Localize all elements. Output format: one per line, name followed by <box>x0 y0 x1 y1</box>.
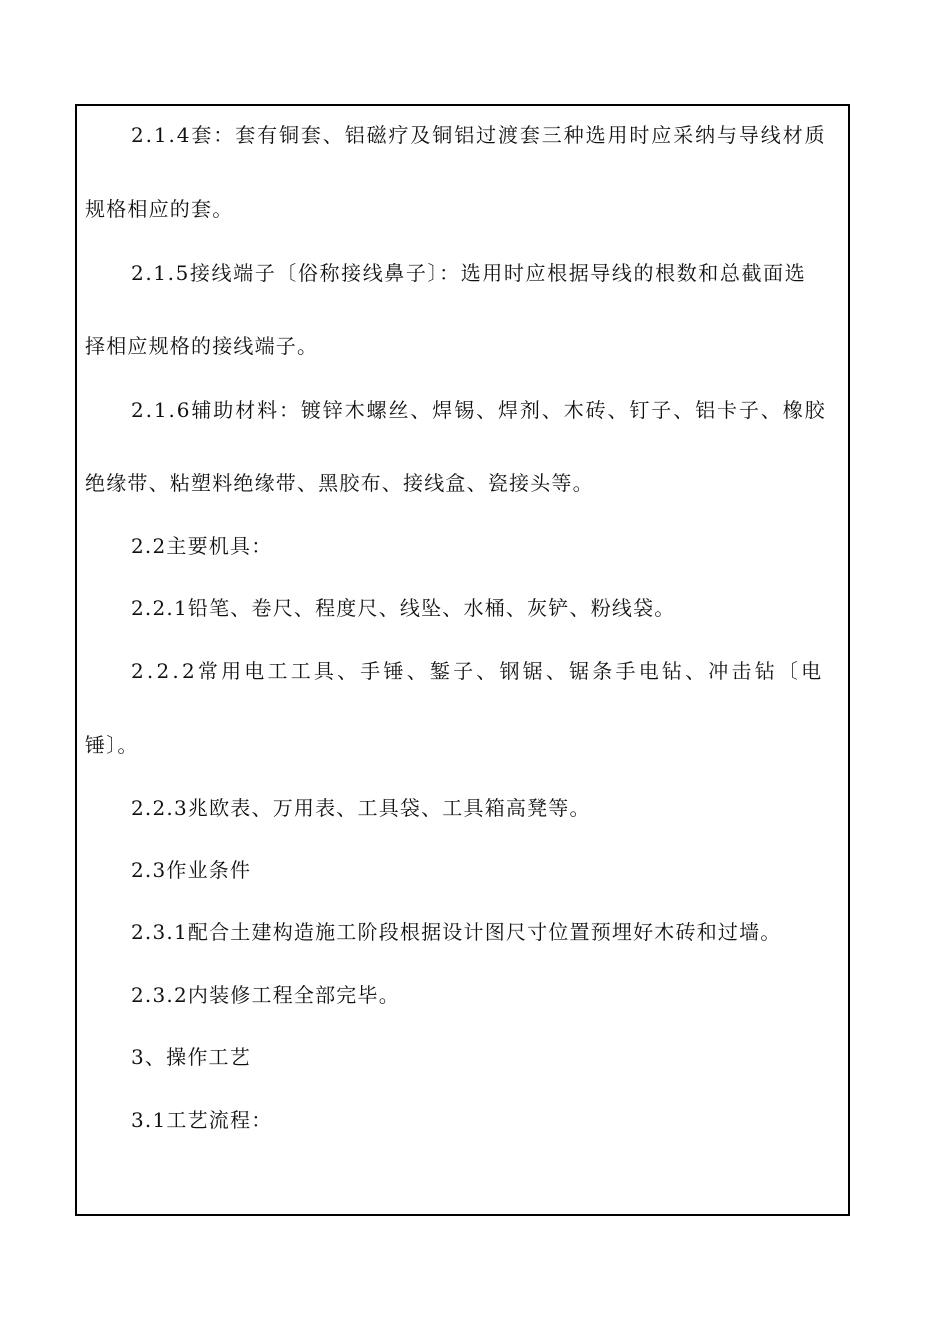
paragraph-line-11: 2.2.3兆欧表、万用表、工具袋、工具箱高凳等。 <box>131 796 591 820</box>
section-heading-2-2: 2.2主要机具： <box>131 534 273 558</box>
paragraph-line-5: 2.1.6辅助材料：镀锌木螺丝、焊锡、焊剂、木砖、钉子、铝卡子、橡胶 <box>131 398 827 422</box>
paragraph-line-1: 2.1.4套：套有铜套、铝磁疗及铜铝过渡套三种选用时应采纳与导线材质 <box>131 123 827 147</box>
paragraph-line-2: 规格相应的套。 <box>85 197 234 221</box>
paragraph-line-13: 2.3.1配合土建构造施工阶段根据设计图尺寸位置预埋好木砖和过墙。 <box>131 920 782 944</box>
paragraph-line-14: 2.3.2内装修工程全部完毕。 <box>131 983 400 1007</box>
paragraph-line-6: 绝缘带、粘塑料绝缘带、黑胶布、接线盒、瓷接头等。 <box>85 471 594 495</box>
section-heading-3: 3、操作工艺 <box>131 1045 251 1069</box>
paragraph-line-8: 2.2.1铅笔、卷尺、程度尺、线坠、水桶、灰铲、粉线袋。 <box>131 596 676 620</box>
paragraph-line-3: 2.1.5接线端子〔俗称接线鼻子〕：选用时应根据导线的根数和总截面选 <box>131 261 807 285</box>
paragraph-line-4: 择相应规格的接线端子。 <box>85 334 319 358</box>
section-heading-3-1: 3.1工艺流程： <box>131 1108 273 1132</box>
paragraph-line-10: 锤〕。 <box>85 733 139 757</box>
paragraph-line-9: 2.2.2常用电工工具、手锤、錾子、钢锯、锯条手电钻、冲击钻〔电 <box>131 659 825 683</box>
section-heading-2-3: 2.3作业条件 <box>131 858 252 882</box>
